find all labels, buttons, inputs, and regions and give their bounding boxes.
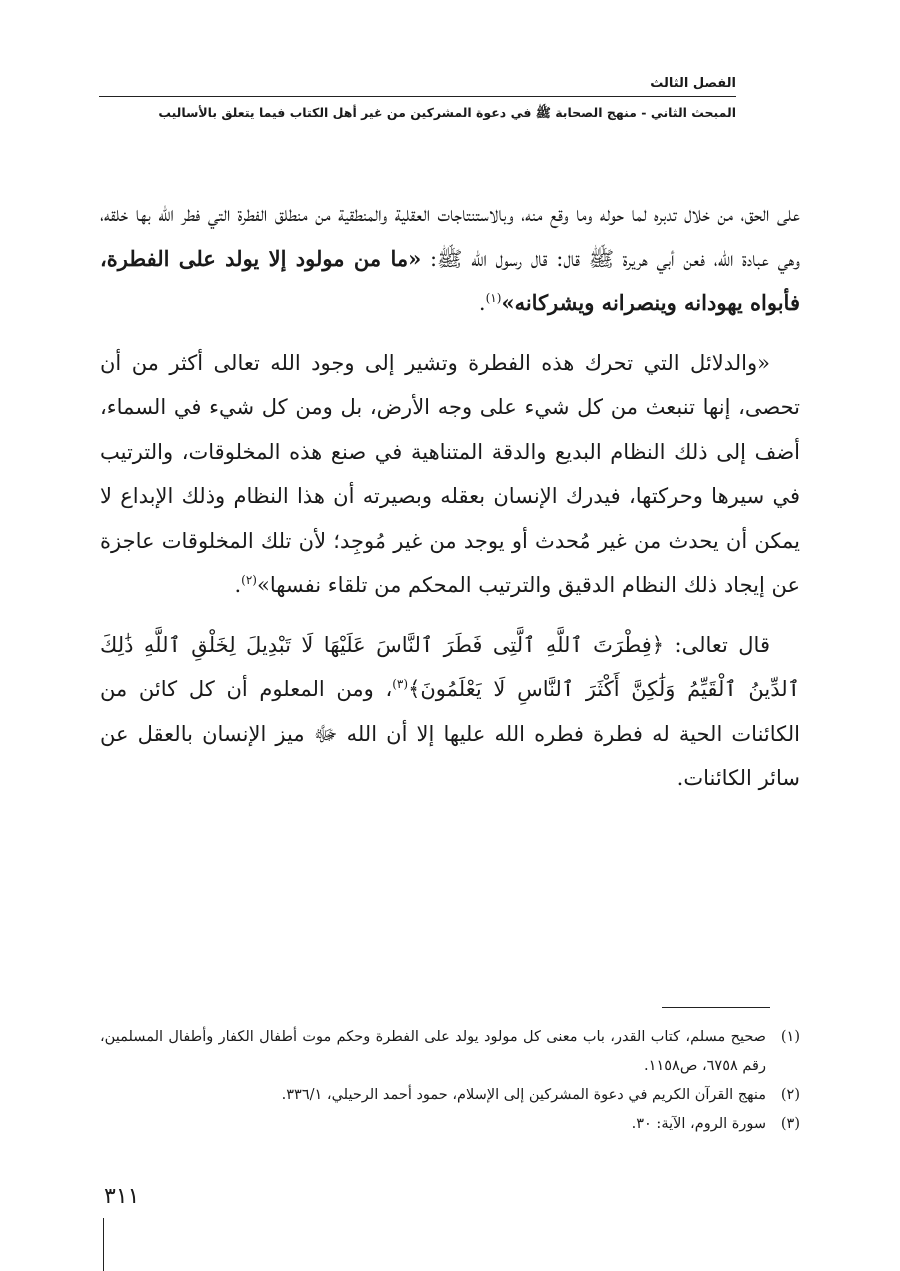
paragraph-2 [100,341,800,608]
footnote-text: منهج القرآن الكريم في دعوة المشركين إلى الإسلام، حمود أحمد الرحيلي، ٣٣٦/١. [281,1087,766,1103]
running-header [99,72,736,124]
footnote-text: سورة الروم، الآية: ٣٠. [631,1116,766,1132]
footnote-3 [100,1110,800,1139]
header-rule [99,96,736,97]
footnote-2 [100,1081,800,1110]
page-number: ٣١١ [104,1184,140,1209]
paragraph-1-end: . [478,291,486,315]
margin-line [103,1218,104,1271]
hadith-quote: «ما من مولود إلا يولد على الفطرة، فأبواه يهودانه وينصرانه ويشركانه» [100,245,800,315]
footnote-number: (١) [780,1029,800,1045]
paragraph-3-rest: ، ومن المعلوم أن كل كائن من الكائنات الحية له فطرة فطره الله عليها إلا أن الله ﷻ ميز الإنسان بالعقل عن سائر الكائنات. [100,677,800,790]
paragraph-3-intro: قال تعالى: [664,632,770,657]
main-text [100,192,800,801]
paragraph-3 [100,623,800,801]
footnote-separator [662,1007,770,1008]
quran-verse: ﴿فِطْرَتَ ٱللَّهِ ٱلَّتِى فَطَرَ ٱلنَّاسَ عَلَيْهَا لَا تَبْدِيلَ لِخَلْقِ ٱللَّهِ ذَٰلِكَ ٱلدِّينُ ٱلْقَيِّمُ وَلَٰكِنَّ أَكْثَرَ ٱلنَّاسِ لَا يَعْلَمُونَ﴾ [100,632,800,701]
footnote-number: (٢) [780,1087,800,1103]
paragraph-1 [100,192,800,326]
paragraph-2-text: «والدلائل التي تحرك هذه الفطرة وتشير إلى وجود الله تعالى أكثر من أن تحصى، إنها تنبعث من كل شيء على وجه الأرض، بل ومن كل شيء في السماء، أضف إلى ذلك النظام البديع والدقة المتناهية في صنع هذه المخلوقات، والترتيب في سيرها وحركتها، فيدرك الإنسان بعقله وبصيرته أن هذا النظام وذلك الإبداع لا يمكن أن يحدث من غير مُحدث أو يوجد من غير مُوجِد؛ لأن تلك المخلوقات عاجزة عن إيجاد ذلك النظام الدقيق والترتيب المحكم من تلقاء نفسها» [100,350,800,597]
footnote-text: صحيح مسلم، كتاب القدر، باب معنى كل مولود يولد على الفطرة وحكم موت أطفال الكفار وأطفال المسلمين، رقم ٦٧٥٨، ص١١٥٨. [100,1029,766,1074]
paragraph-2-end: . [234,573,242,597]
footnote-1 [100,1023,800,1081]
paragraph-1-text: على الحق، من خلال تدبره لما حوله وما وقع منه، وبالاستنتاجات العقلية والمنطقية من منطلق الفطرة التي فطر الله بها خلقه، وهي عبادة الله، فعن أبي هريرة ﷺ قال: قال رسول الله ﷺ: [100,202,800,271]
section-title: المبحث الثاني - منهج الصحابة ﷺ في دعوة المشركين من غير أهل الكتاب فيما يتعلق بالأساليب [158,105,736,120]
footnote-ref-3: (٣) [392,677,409,691]
footnote-ref-2: (٢) [241,573,257,587]
footnote-number: (٣) [780,1116,800,1132]
footnotes [100,1023,800,1139]
chapter-title: الفصل الثالث [650,76,736,91]
footnote-ref-1: (١) [485,291,502,305]
